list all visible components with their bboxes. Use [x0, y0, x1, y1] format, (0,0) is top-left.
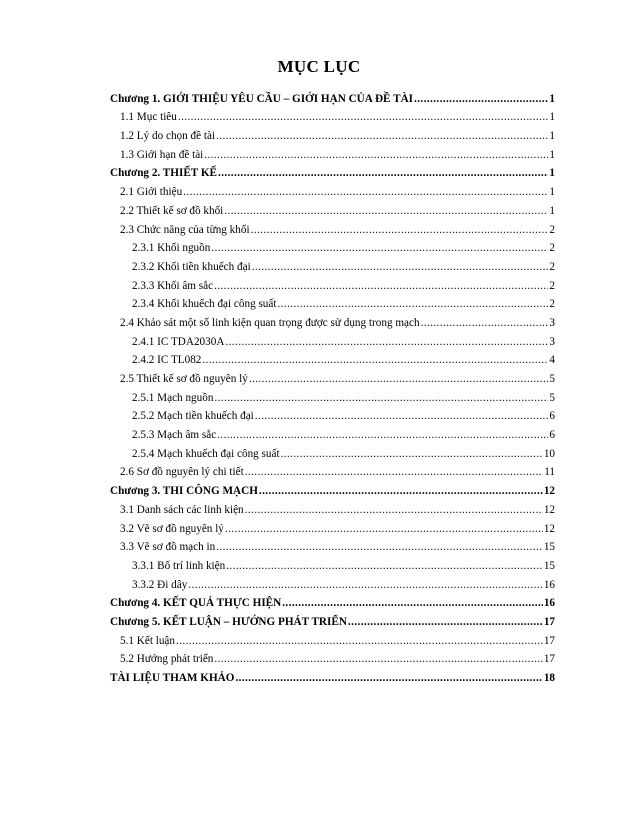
toc-entry-2-3-4[interactable]	[110, 293, 555, 312]
toc-entry-label: 2.4.1 IC TDA2030A	[132, 335, 225, 348]
dot-leader	[277, 298, 548, 311]
dot-leader	[226, 560, 543, 573]
dot-leader	[178, 111, 549, 124]
toc-page-number: 10	[543, 447, 555, 460]
toc-entry-label: 3.3 Vẽ sơ đồ mạch in	[120, 541, 216, 554]
toc-page-number: 16	[543, 597, 555, 610]
dot-leader	[188, 579, 543, 592]
toc-entry-5-1[interactable]	[110, 629, 555, 648]
toc-entry-chapter-4[interactable]	[110, 592, 555, 611]
toc-page-number: 1	[549, 167, 555, 180]
table-of-contents	[110, 87, 555, 685]
toc-entry-references[interactable]	[110, 666, 555, 685]
toc-page-number: 12	[543, 522, 555, 535]
toc-entry-1-2[interactable]	[110, 124, 555, 143]
toc-entry-chapter-1[interactable]	[110, 87, 555, 106]
dot-leader	[245, 466, 544, 479]
toc-page-number: 3	[549, 316, 555, 329]
toc-entry-label: 2.3 Chức năng của từng khối	[120, 223, 250, 236]
toc-entry-2-4[interactable]	[110, 311, 555, 330]
dot-leader	[259, 485, 543, 498]
dot-leader	[252, 261, 549, 274]
toc-entry-label: Chương 1. GIỚI THIỆU YÊU CẦU – GIỚI HẠN CỦA ĐỀ TÀI	[110, 92, 414, 105]
toc-entry-label: Chương 2. THIẾT KẾ	[110, 167, 218, 180]
dot-leader	[235, 672, 542, 685]
toc-page-number: 12	[543, 485, 555, 498]
toc-entry-3-2[interactable]	[110, 517, 555, 536]
toc-page-number: 15	[543, 559, 555, 572]
toc-page-number: 1	[549, 111, 555, 124]
dot-leader	[225, 336, 548, 349]
toc-entry-label: 2.4 Khảo sát một số linh kiện quan trọng được sử dụng trong mạch	[120, 316, 420, 329]
dot-leader	[214, 392, 548, 405]
toc-entry-label: 2.2 Thiết kế sơ đồ khối	[120, 204, 224, 217]
toc-entry-label: 1.3 Giới hạn đề tài	[120, 148, 204, 161]
toc-entry-2-5-3[interactable]	[110, 423, 555, 442]
toc-page-number: 1	[549, 148, 555, 161]
dot-leader	[202, 354, 548, 367]
toc-page-number: 15	[543, 541, 555, 554]
toc-entry-label: 3.3.2 Đi dây	[132, 578, 188, 591]
toc-entry-2-3-2[interactable]	[110, 255, 555, 274]
toc-page-number: 3	[549, 335, 555, 348]
toc-entry-label: 2.4.2 IC TL082	[132, 354, 202, 367]
toc-entry-label: 1.2 Lý do chọn đề tài	[120, 130, 216, 143]
dot-leader	[217, 429, 548, 442]
toc-page-number: 12	[543, 503, 555, 516]
toc-entry-3-3[interactable]	[110, 536, 555, 555]
dot-leader	[211, 242, 548, 255]
toc-entry-2-3-3[interactable]	[110, 274, 555, 293]
toc-entry-2-6[interactable]	[110, 461, 555, 480]
dot-leader	[282, 597, 543, 610]
dot-leader	[183, 186, 548, 199]
toc-entry-chapter-3[interactable]	[110, 479, 555, 498]
toc-page-number: 2	[549, 260, 555, 273]
toc-page-number: 11	[544, 466, 555, 479]
toc-entry-2-3[interactable]	[110, 218, 555, 237]
toc-entry-label: 2.6 Sơ đồ nguyên lý chi tiết	[120, 466, 244, 479]
toc-entry-label: 2.5.1 Mạch nguồn	[132, 391, 214, 404]
dot-leader	[249, 373, 549, 386]
toc-page-number: 1	[549, 186, 555, 199]
toc-entry-2-1[interactable]	[110, 180, 555, 199]
toc-entry-2-3-1[interactable]	[110, 237, 555, 256]
toc-entry-2-2[interactable]	[110, 199, 555, 218]
toc-entry-1-3[interactable]	[110, 143, 555, 162]
toc-page-number: 5	[549, 391, 555, 404]
dot-leader	[348, 616, 543, 629]
toc-entry-label: 5.1 Kết luận	[120, 634, 175, 647]
toc-entry-label: Chương 3. THI CÔNG MẠCH	[110, 485, 258, 498]
toc-entry-label: 3.1 Danh sách các linh kiện	[120, 503, 244, 516]
toc-page-number: 18	[543, 672, 555, 684]
toc-page-number: 2	[549, 279, 555, 292]
toc-entry-label: 2.3.3 Khối âm sắc	[132, 279, 214, 292]
toc-entry-3-1[interactable]	[110, 498, 555, 517]
dot-leader	[214, 653, 542, 666]
dot-leader	[218, 167, 548, 180]
toc-entry-2-5-4[interactable]	[110, 442, 555, 461]
toc-entry-label: 2.1 Giới thiệu	[120, 186, 183, 199]
toc-page-number: 4	[549, 354, 555, 367]
toc-page-number: 1	[549, 204, 555, 217]
toc-entry-label: Chương 5. KẾT LUẬN – HƯỚNG PHÁT TRIỂN	[110, 615, 347, 628]
toc-entry-chapter-2[interactable]	[110, 162, 555, 181]
dot-leader	[204, 149, 548, 162]
toc-entry-1-1[interactable]	[110, 106, 555, 125]
toc-entry-label: 2.3.1 Khối nguồn	[132, 242, 211, 255]
toc-entry-2-5-2[interactable]	[110, 405, 555, 424]
toc-page-number: 2	[549, 298, 555, 311]
toc-entry-label: 5.2 Hướng phát triển	[120, 653, 214, 666]
dot-leader	[414, 93, 548, 106]
toc-entry-label: 2.3.2 Khối tiền khuếch đại	[132, 260, 251, 273]
toc-page-number: 17	[543, 615, 555, 628]
toc-page-number: 6	[549, 429, 555, 442]
toc-page-number: 2	[549, 223, 555, 236]
toc-entry-label: 2.5 Thiết kế sơ đồ nguyên lý	[120, 373, 248, 385]
toc-entry-2-5-1[interactable]	[110, 386, 555, 405]
dot-leader	[216, 541, 543, 554]
toc-page-number: 16	[543, 578, 555, 591]
dot-leader	[255, 410, 549, 423]
dot-leader	[216, 130, 548, 143]
dot-leader	[251, 224, 549, 237]
toc-page-number: 5	[549, 373, 555, 385]
toc-entry-label: 3.3.1 Bố trí linh kiện	[132, 559, 226, 572]
toc-page-number: 2	[549, 242, 555, 255]
toc-entry-3-3-1[interactable]	[110, 554, 555, 573]
toc-entry-label: Chương 4. KẾT QUẢ THỰC HIỆN	[110, 597, 282, 610]
toc-entry-label: 2.3.4 Khối khuếch đại công suất	[132, 298, 277, 311]
toc-page-number: 6	[549, 410, 555, 423]
toc-entry-label: 2.5.2 Mạch tiền khuếch đại	[132, 410, 254, 423]
toc-page-number: 1	[549, 130, 555, 143]
page-title: MỤC LỤC	[277, 57, 361, 76]
dot-leader	[214, 280, 548, 293]
toc-entry-label: 3.2 Vẽ sơ đồ nguyên lý	[120, 522, 224, 535]
dot-leader	[281, 448, 543, 461]
toc-entry-3-3-2[interactable]	[110, 573, 555, 592]
dot-leader	[225, 523, 543, 536]
toc-page-number: 17	[543, 634, 555, 647]
dot-leader	[176, 635, 543, 648]
toc-entry-label: 1.1 Mục tiêu	[120, 111, 177, 124]
toc-page-number: 1	[549, 92, 555, 105]
toc-entry-label: 2.5.4 Mạch khuếch đại công suất	[132, 447, 280, 460]
toc-page-number: 17	[543, 653, 555, 666]
toc-entry-chapter-5[interactable]	[110, 610, 555, 629]
dot-leader	[421, 317, 549, 330]
toc-entry-5-2[interactable]	[110, 648, 555, 667]
toc-entry-2-4-1[interactable]	[110, 330, 555, 349]
dot-leader	[245, 504, 543, 517]
toc-entry-label: TÀI LIỆU THAM KHẢO	[110, 672, 235, 684]
toc-entry-label: 2.5.3 Mạch âm sắc	[132, 429, 217, 442]
dot-leader	[224, 205, 548, 218]
toc-entry-2-4-2[interactable]	[110, 349, 555, 368]
toc-entry-2-5[interactable]	[110, 367, 555, 386]
